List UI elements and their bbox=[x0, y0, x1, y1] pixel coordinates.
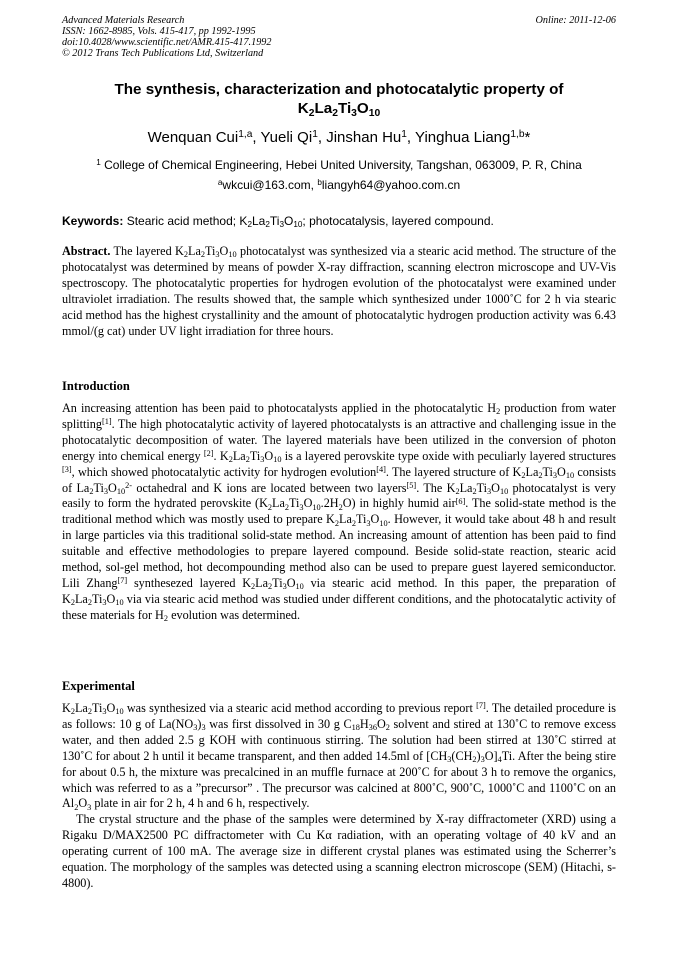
copyright-line: © 2012 Trans Tech Publications Ltd, Switzerland bbox=[62, 48, 264, 59]
experimental-body bbox=[62, 701, 616, 892]
chemical-formula: $K_2La_2Ti_3O_{10}$ bbox=[242, 575, 304, 592]
chemical-formula: $K_2La_2Ti_3O_{10}$ bbox=[239, 214, 303, 230]
chemical-formula: $K_2La_2Ti_3O_{10}$ bbox=[512, 464, 575, 481]
citation[interactable]: [1] bbox=[101, 417, 112, 427]
keywords-label: Keywords: bbox=[62, 214, 124, 228]
author-name: Yueli Qi bbox=[260, 129, 313, 146]
online-date: Online: 2011-12-06 bbox=[535, 15, 616, 26]
author-emails: $^a$wkcui@163.com, $^b$liangyh64@yahoo.com.cn bbox=[217, 178, 461, 192]
chemical-formula: $K_2La_2Ti_3O_{10}$ bbox=[62, 591, 124, 608]
section-heading-experimental: Experimental bbox=[62, 679, 135, 693]
chemical-formula: $K_2La_2Ti_3O_{10}$ bbox=[175, 244, 237, 260]
email-link[interactable]: liangyh64@yahoo.com.cn bbox=[321, 178, 461, 192]
introduction-body: An increasing attention has been paid to photocatalysts applied in the photocatalytic $H_2$ production from water splitting[1]. The high photocatalytic activity of layered photocatalysts is an attractive and challenging issue in the photocatalytic decomposition of water. The layered materials have been utilized in the conversion of photon energy into chemical energy [2]. $K_2La_2Ti_3O_{10}$ is a layered perovskite type oxide with peculiarly layered structures [3], which showed photocatalytic activity for hydrogen evolution[4]. The layered structure of $K_2La_2Ti_3O_{10}$ consists of $La_2Ti_3O_{10}^{2-}$ octahedral and K ions are located between two layers[5]. The $K_2La_2Ti_3O_{10}$ photocatalyst is very easily to form the hydrated perovskite $(K_2La_2Ti_3O_{10}.2H_2O)$ in highly humid air[6]. The solid-state method is the traditional method which was mostly used to prepare $K_2La_2Ti_3O_{10}$. However, it would take about 48 h and result in large particles via this traditional solid-state method. An increasing amount of attention has been paid to find suitable and effective methodologies to prepare layered compound. Beside solid-state reaction, stearic acid method, sol-gel method, hot decompounding method also can be used to prepare guest layered semiconductor. Lili Zhang[7] synthesezed layered $K_2La_2Ti_3O_{10}$ via stearic acid method. In this paper, the preparation of $K_2La_2Ti_3O_{10}$ via via stearic acid method was studied under different conditions, and the photocatalytic activity of these materials for $H_2$ evolution was determined. bbox=[62, 401, 616, 624]
title-line-2 bbox=[62, 99, 616, 118]
paper-title bbox=[62, 80, 616, 118]
chemical-formula: $K_2La_2Ti_3O_{10}$ bbox=[219, 448, 282, 465]
chemical-formula: $K_2La_2Ti_3O_{10}$ bbox=[446, 480, 509, 497]
citation[interactable]: [4] bbox=[376, 464, 386, 474]
citation[interactable]: [7] bbox=[476, 701, 486, 711]
author-name: Yinghua Liang bbox=[415, 129, 511, 146]
author-mark: 1,a bbox=[238, 129, 253, 141]
keywords: Keywords: Stearic acid method; $K_2La_2Ti_3O_{10}$; photocatalysis, layered compound. bbox=[62, 214, 494, 230]
paragraph: $K_2La_2Ti_3O_{10}$ was synthesized via a stearic acid method according to previous report [7]. The detailed procedure is as follows: 10 g of $La(NO_3)_3$ was first dissolved in 30 g $C_{18}H_{36}O_2$ solvent and stired at 130˚C to remove excess water, and then added 2.5 g KOH with continuous stirring. The solution had been stirred at 130˚C stirred at 130˚C for about 2 h until it became transparent, and then added 14.5ml of $[CH_3(CH_2)_3O]_4Ti$. After the being stire for about 0.5 h, the mixture was precalcined in an muffle furnace at 200˚C for about 3 h to remove the organics, which was referred to as a ”precursor” . The precursor was calcined at 800˚C, 900˚C, 1000˚C and 1100˚C on an $Al_2O_3$ plate in air for 2 h, 4 h and 6 h, respectively. bbox=[62, 701, 616, 812]
abstract-label: Abstract. bbox=[62, 244, 111, 258]
author-name: Wenquan Cui bbox=[147, 129, 239, 146]
paragraph: The crystal structure and the phase of the samples were determined by X-ray diffractometer (XRD) using a Rigaku D/MAX2500 PC diffractometer with Cu Kα radiation, with an operating voltage of 40 kV and an operating current of 100 mA. The average size in different crystal planes was estimated using the Scherrer’s equation. The morphology of the samples was detected using a scanning electron microscope (SEM) (Hitachi, s-4800). bbox=[62, 812, 616, 890]
citation[interactable]: [6] bbox=[455, 496, 466, 506]
chemical-formula: $K_2La_2Ti_3O_{10}$ bbox=[326, 512, 388, 528]
citation[interactable]: [2] bbox=[203, 449, 214, 458]
corresponding-mark: * bbox=[524, 129, 531, 146]
email-link[interactable]: wkcui@163.com bbox=[222, 178, 311, 192]
abstract: Abstract. The layered $K_2La_2Ti_3O_{10}$ photocatalyst was synthesized via a stearic acid method. The structure of the photocatalyst was determined by means of powder X-ray diffraction, scanning electron microscope and UV-Vis spectroscopy. The photocatalytic properties for hydrogen evolution of the photocatalyst were examined under ultraviolet irradiation. The results showed that, the sample which synthesized under 1000˚C for 2 h via stearic acid method has the highest crystallinity and the amount of photocatalytic hydrogen production activity was 6.43 mmol/(g cat) under UV light irradiation for three hours. bbox=[62, 244, 616, 338]
citation[interactable]: [5] bbox=[406, 480, 417, 490]
title-line-1: The synthesis, characterization and photocatalytic property of bbox=[114, 81, 564, 98]
author-mark: 1,b bbox=[510, 129, 525, 141]
author-mark: 1 bbox=[312, 129, 318, 141]
issn-line: ISSN: 1662-8985, Vols. 415-417, pp 1992-1995 bbox=[62, 26, 256, 37]
journal-header bbox=[62, 15, 271, 59]
author-name: Jinshan Hu bbox=[326, 129, 402, 146]
affiliation: $^1$ College of Chemical Engineering, Hebei United University, Tangshan, 063009, P. R, China bbox=[96, 158, 582, 172]
chemical-formula: $K_2La_2Ti_3O_{10}$ bbox=[62, 701, 124, 717]
section-heading-introduction: Introduction bbox=[62, 379, 130, 393]
citation[interactable]: [3] bbox=[62, 464, 72, 474]
citation[interactable]: [7] bbox=[117, 576, 128, 586]
journal-name: Advanced Materials Research bbox=[62, 15, 185, 26]
chemical-formula: $K_2La_2Ti_3O_{10}$ bbox=[297, 100, 381, 120]
doi-line: doi:10.4028/www.scientific.net/AMR.415-417.1992 bbox=[62, 37, 272, 48]
author-list: Wenquan Cui$^{1,a}$, Yueli Qi$^1$, Jinshan Hu$^1$, Yinghua Liang$^{1,b}$* bbox=[147, 129, 531, 146]
chemical-formula: $K_2La_2Ti_3O_{10}$ bbox=[259, 496, 321, 512]
author-mark: 1 bbox=[401, 129, 407, 141]
